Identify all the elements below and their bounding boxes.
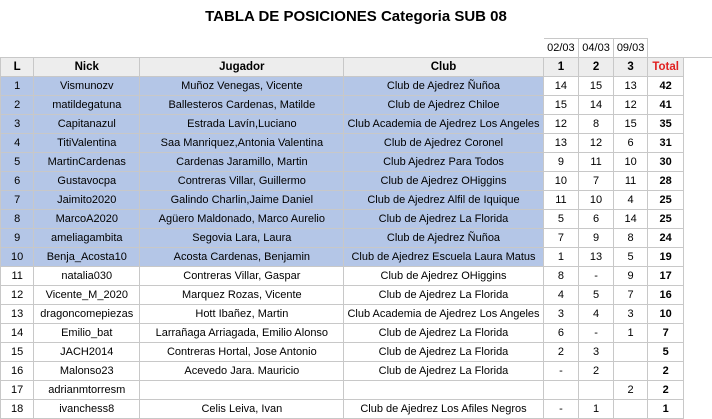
club-cell[interactable]: Club Academia de Ajedrez Los Angeles xyxy=(344,305,543,324)
jugador-cell[interactable]: Larrañaga Arriagada, Emilio Alonso xyxy=(140,324,344,343)
club-cell[interactable]: Club de Ajedrez Chiloe xyxy=(344,96,543,115)
nick-cell[interactable]: matildegatuna xyxy=(34,96,140,115)
round-3-cell[interactable]: 12 xyxy=(613,96,648,115)
round-1-cell[interactable]: 10 xyxy=(543,172,579,191)
empty-cell xyxy=(683,39,711,58)
jugador-cell[interactable]: Ballesteros Cardenas, Matilde xyxy=(140,96,344,115)
round-3-cell[interactable]: 9 xyxy=(613,267,648,286)
club-cell[interactable]: Club de Ajedrez La Florida xyxy=(344,286,543,305)
empty-cell xyxy=(140,39,344,58)
table-row xyxy=(1,96,712,115)
total-cell[interactable]: 35 xyxy=(648,115,684,134)
empty-cell xyxy=(1,39,34,58)
round-2-cell[interactable]: 1 xyxy=(579,400,614,419)
round-3-cell[interactable] xyxy=(613,362,648,381)
empty-cell xyxy=(683,172,711,191)
nick-cell[interactable]: ameliagambita xyxy=(34,229,140,248)
position-cell[interactable]: 1 xyxy=(1,77,34,96)
total-cell[interactable]: 1 xyxy=(648,400,684,419)
round-3-cell[interactable]: 6 xyxy=(613,134,648,153)
nick-cell[interactable]: Gustavocpa xyxy=(34,172,140,191)
round-1-cell[interactable]: 2 xyxy=(543,343,579,362)
empty-cell xyxy=(683,381,711,400)
table-row xyxy=(1,172,712,191)
table-row xyxy=(1,248,712,267)
nick-cell[interactable]: Benja_Acosta10 xyxy=(34,248,140,267)
empty-cell xyxy=(683,134,711,153)
club-cell[interactable]: Club de Ajedrez OHiggins xyxy=(344,267,543,286)
round-3-cell[interactable]: 5 xyxy=(613,248,648,267)
date-row xyxy=(1,39,712,58)
empty-cell xyxy=(344,39,543,58)
page-title: TABLA DE POSICIONES Categoria SUB 08 xyxy=(205,8,507,25)
table-row xyxy=(1,77,712,96)
header-l[interactable]: L xyxy=(1,58,34,77)
position-cell[interactable]: 9 xyxy=(1,229,34,248)
nick-cell[interactable]: natalia030 xyxy=(34,267,140,286)
round-2-cell[interactable]: 11 xyxy=(579,153,614,172)
round-3-cell[interactable] xyxy=(613,343,648,362)
round-2-cell[interactable]: 6 xyxy=(579,210,614,229)
round-2-cell[interactable]: - xyxy=(579,324,614,343)
jugador-cell[interactable]: Acosta Cardenas, Benjamin xyxy=(140,248,344,267)
round-2-cell[interactable] xyxy=(579,381,614,400)
round-1-cell[interactable]: - xyxy=(543,362,579,381)
nick-cell[interactable]: MartinCardenas xyxy=(34,153,140,172)
position-cell[interactable]: 11 xyxy=(1,267,34,286)
jugador-cell[interactable] xyxy=(140,381,344,400)
club-cell[interactable]: Club Ajedrez Para Todos xyxy=(344,153,543,172)
empty-cell xyxy=(683,210,711,229)
nick-cell[interactable]: dragoncomepiezas xyxy=(34,305,140,324)
round-2-cell[interactable]: 9 xyxy=(579,229,614,248)
club-cell[interactable]: Club de Ajedrez La Florida xyxy=(344,210,543,229)
position-cell[interactable]: 6 xyxy=(1,172,34,191)
table-row xyxy=(1,381,712,400)
total-cell[interactable]: 30 xyxy=(648,153,684,172)
round-2-cell[interactable]: 3 xyxy=(579,343,614,362)
empty-cell xyxy=(683,96,711,115)
total-cell[interactable]: 19 xyxy=(648,248,684,267)
jugador-cell[interactable]: Galindo Charlin,Jaime Daniel xyxy=(140,191,344,210)
total-cell[interactable]: 25 xyxy=(648,191,684,210)
round-2-cell[interactable]: 4 xyxy=(579,305,614,324)
header-club[interactable]: Club xyxy=(344,58,543,77)
position-cell[interactable]: 18 xyxy=(1,400,34,419)
position-cell[interactable]: 13 xyxy=(1,305,34,324)
total-cell[interactable]: 2 xyxy=(648,381,684,400)
jugador-cell[interactable]: Muñoz Venegas, Vicente xyxy=(140,77,344,96)
empty-cell xyxy=(683,286,711,305)
nick-cell[interactable]: MarcoA2020 xyxy=(34,210,140,229)
nick-cell[interactable]: TitiValentina xyxy=(34,134,140,153)
empty-cell xyxy=(683,400,711,419)
position-cell[interactable]: 8 xyxy=(1,210,34,229)
jugador-cell[interactable]: Agüero Maldonado, Marco Aurelio xyxy=(140,210,344,229)
jugador-cell[interactable]: Segovia Lara, Laura xyxy=(140,229,344,248)
table-row xyxy=(1,305,712,324)
round-1-cell[interactable]: 7 xyxy=(543,229,579,248)
round-2-cell[interactable]: - xyxy=(579,267,614,286)
position-cell[interactable]: 15 xyxy=(1,343,34,362)
table-row xyxy=(1,191,712,210)
round-1-cell[interactable]: 3 xyxy=(543,305,579,324)
total-cell[interactable]: 31 xyxy=(648,134,684,153)
round-1-cell[interactable] xyxy=(543,381,579,400)
total-cell[interactable]: 28 xyxy=(648,172,684,191)
empty-cell xyxy=(683,305,711,324)
jugador-cell[interactable]: Estrada Lavín,Luciano xyxy=(140,115,344,134)
total-cell[interactable]: 41 xyxy=(648,96,684,115)
round-3-cell[interactable]: 2 xyxy=(613,381,648,400)
round-1-cell[interactable]: 4 xyxy=(543,286,579,305)
position-cell[interactable]: 2 xyxy=(1,96,34,115)
empty-cell xyxy=(683,362,711,381)
club-cell[interactable]: Club de Ajedrez Alfil de Iquique xyxy=(344,191,543,210)
empty-cell xyxy=(683,58,711,77)
table-row xyxy=(1,115,712,134)
table-row xyxy=(1,400,712,419)
nick-cell[interactable]: ivanchess8 xyxy=(34,400,140,419)
jugador-cell[interactable]: Acevedo Jara. Mauricio xyxy=(140,362,344,381)
club-cell[interactable]: Club de Ajedrez La Florida xyxy=(344,324,543,343)
empty-cell xyxy=(683,191,711,210)
round-2-cell[interactable]: 2 xyxy=(579,362,614,381)
table-row xyxy=(1,134,712,153)
empty-cell xyxy=(683,324,711,343)
nick-cell[interactable]: Jaimito2020 xyxy=(34,191,140,210)
club-cell[interactable]: Club de Ajedrez Ñuñoa xyxy=(344,229,543,248)
round-2-cell[interactable]: 8 xyxy=(579,115,614,134)
table-row xyxy=(1,210,712,229)
round-1-cell[interactable]: - xyxy=(543,400,579,419)
empty-cell xyxy=(683,229,711,248)
nick-cell[interactable]: JACH2014 xyxy=(34,343,140,362)
nick-cell[interactable]: Vismunozv xyxy=(34,77,140,96)
round-2-cell[interactable]: 5 xyxy=(579,286,614,305)
jugador-cell[interactable]: Contreras Villar, Gaspar xyxy=(140,267,344,286)
jugador-cell[interactable]: Celis Leiva, Ivan xyxy=(140,400,344,419)
date-cell-1[interactable]: 02/03 xyxy=(543,39,579,58)
nick-cell[interactable]: adrianmtorresm xyxy=(34,381,140,400)
standings-table xyxy=(0,38,712,419)
header-row xyxy=(1,58,712,77)
empty-cell xyxy=(683,77,711,96)
nick-cell[interactable]: Malonso23 xyxy=(34,362,140,381)
jugador-cell[interactable]: Hott Ibañez, Martin xyxy=(140,305,344,324)
round-3-cell[interactable]: 7 xyxy=(613,286,648,305)
empty-cell xyxy=(683,343,711,362)
position-cell[interactable]: 7 xyxy=(1,191,34,210)
empty-cell xyxy=(683,115,711,134)
total-cell[interactable]: 16 xyxy=(648,286,684,305)
header-round-2[interactable]: 2 xyxy=(579,58,614,77)
total-cell[interactable]: 24 xyxy=(648,229,684,248)
table-row xyxy=(1,286,712,305)
round-3-cell[interactable]: 4 xyxy=(613,191,648,210)
empty-cell xyxy=(34,39,140,58)
position-cell[interactable]: 5 xyxy=(1,153,34,172)
nick-cell[interactable]: Vicente_M_2020 xyxy=(34,286,140,305)
total-cell[interactable]: 17 xyxy=(648,267,684,286)
round-2-cell[interactable]: 14 xyxy=(579,96,614,115)
club-cell[interactable]: Club de Ajedrez Los Afiles Negros xyxy=(344,400,543,419)
total-cell[interactable]: 5 xyxy=(648,343,684,362)
round-1-cell[interactable]: 15 xyxy=(543,96,579,115)
round-3-cell[interactable]: 10 xyxy=(613,153,648,172)
round-1-cell[interactable]: 6 xyxy=(543,324,579,343)
round-3-cell[interactable] xyxy=(613,400,648,419)
round-2-cell[interactable]: 7 xyxy=(579,172,614,191)
nick-cell[interactable]: Capitanazul xyxy=(34,115,140,134)
table-row xyxy=(1,267,712,286)
club-cell[interactable]: Club de Ajedrez La Florida xyxy=(344,362,543,381)
round-2-cell[interactable]: 15 xyxy=(579,77,614,96)
club-cell[interactable]: Club Academia de Ajedrez Los Angeles xyxy=(344,115,543,134)
table-row xyxy=(1,229,712,248)
round-1-cell[interactable]: 11 xyxy=(543,191,579,210)
club-cell[interactable]: Club de Ajedrez La Florida xyxy=(344,343,543,362)
total-cell[interactable]: 42 xyxy=(648,77,684,96)
jugador-cell[interactable]: Marquez Rozas, Vicente xyxy=(140,286,344,305)
round-1-cell[interactable]: 9 xyxy=(543,153,579,172)
empty-cell xyxy=(648,39,684,58)
date-cell-3[interactable]: 09/03 xyxy=(613,39,648,58)
empty-cell xyxy=(683,267,711,286)
header-nick[interactable]: Nick xyxy=(34,58,140,77)
total-cell[interactable]: 10 xyxy=(648,305,684,324)
round-1-cell[interactable]: 8 xyxy=(543,267,579,286)
position-cell[interactable]: 4 xyxy=(1,134,34,153)
round-3-cell[interactable]: 11 xyxy=(613,172,648,191)
nick-cell[interactable]: Emilio_bat xyxy=(34,324,140,343)
total-cell[interactable]: 25 xyxy=(648,210,684,229)
club-cell[interactable]: Club de Ajedrez Coronel xyxy=(344,134,543,153)
position-cell[interactable]: 17 xyxy=(1,381,34,400)
round-3-cell[interactable]: 14 xyxy=(613,210,648,229)
position-cell[interactable]: 12 xyxy=(1,286,34,305)
jugador-cell[interactable]: Contreras Villar, Guillermo xyxy=(140,172,344,191)
empty-cell xyxy=(683,153,711,172)
header-jugador[interactable]: Jugador xyxy=(140,58,344,77)
round-3-cell[interactable]: 8 xyxy=(613,229,648,248)
round-1-cell[interactable]: 13 xyxy=(543,134,579,153)
club-cell[interactable]: Club de Ajedrez OHiggins xyxy=(344,172,543,191)
date-cell-2[interactable]: 04/03 xyxy=(579,39,614,58)
round-3-cell[interactable]: 3 xyxy=(613,305,648,324)
empty-cell xyxy=(683,248,711,267)
round-2-cell[interactable]: 12 xyxy=(579,134,614,153)
round-2-cell[interactable]: 13 xyxy=(579,248,614,267)
jugador-cell[interactable]: Contreras Hortal, Jose Antonio xyxy=(140,343,344,362)
position-cell[interactable]: 14 xyxy=(1,324,34,343)
table-row xyxy=(1,362,712,381)
header-total[interactable]: Total xyxy=(648,58,684,77)
round-1-cell[interactable]: 12 xyxy=(543,115,579,134)
position-cell[interactable]: 3 xyxy=(1,115,34,134)
header-round-3[interactable]: 3 xyxy=(613,58,648,77)
total-cell[interactable]: 2 xyxy=(648,362,684,381)
jugador-cell[interactable]: Cardenas Jaramillo, Martin xyxy=(140,153,344,172)
round-3-cell[interactable]: 13 xyxy=(613,77,648,96)
table-row xyxy=(1,153,712,172)
round-3-cell[interactable]: 15 xyxy=(613,115,648,134)
club-cell[interactable]: Club de Ajedrez Ñuñoa xyxy=(344,77,543,96)
table-row xyxy=(1,324,712,343)
round-1-cell[interactable]: 14 xyxy=(543,77,579,96)
round-1-cell[interactable]: 1 xyxy=(543,248,579,267)
club-cell[interactable]: Club de Ajedrez Escuela Laura Matus xyxy=(344,248,543,267)
total-cell[interactable]: 7 xyxy=(648,324,684,343)
header-round-1[interactable]: 1 xyxy=(543,58,579,77)
position-cell[interactable]: 16 xyxy=(1,362,34,381)
round-2-cell[interactable]: 10 xyxy=(579,191,614,210)
position-cell[interactable]: 10 xyxy=(1,248,34,267)
table-row xyxy=(1,343,712,362)
club-cell[interactable] xyxy=(344,381,543,400)
round-1-cell[interactable]: 5 xyxy=(543,210,579,229)
round-3-cell[interactable]: 1 xyxy=(613,324,648,343)
jugador-cell[interactable]: Saa Manriquez,Antonia Valentina xyxy=(140,134,344,153)
